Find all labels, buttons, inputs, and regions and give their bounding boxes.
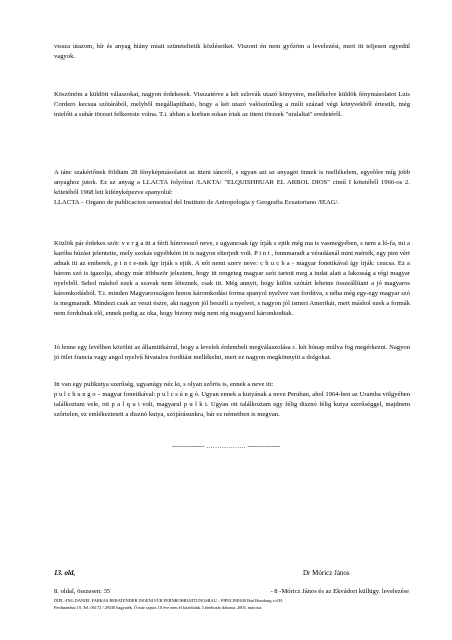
section-separator: --------------- ……………… --------------- bbox=[171, 443, 281, 450]
paragraph-text: p u l c h u n g o – magyar fonetikával: p u l c s ú n g ó. Ugyan ennek a kutyának a neve Peruban, ahol 1964-ben az Uramba völgyében találkoztam vele, ott p a l q u i volt, magyarul p u l k i. Ugyan ott találkoztam egy félig disznó félig kutya szerűséggel, majdnem szőrtelen, ez emlékeztetett a disznó kutya, szójárásunkra, bár ez németben is megvan. bbox=[54, 391, 410, 418]
paragraph-text: Itt van egy pulikutya szerűség, ugyanúgy néz ki, s olyan szőrös is, ennek a neve itt: bbox=[54, 381, 274, 388]
footer-small-line-1: DIPL.-ING DANIEL FARKAS BERATENDER INGENI FÜR FERNROHRLEITUNGSBAU – PIPELINE638 Bad Homburg v.d.H. bbox=[54, 598, 283, 603]
footer-small-line-2: Ferdinandstr.19, Tel. 06172 / 29330 hagyaték. Ó már sajnos 10 éve nem él közöttünk. Létrehozás dátuma: 2003. március bbox=[54, 605, 262, 610]
author-signature: Dr Móricz János bbox=[303, 569, 350, 577]
footer-page-count: 8. oldal, összesen: 35 bbox=[54, 588, 111, 595]
footer-title: - 8 -Móricz János és az Ekvádori küllügy. levelezése bbox=[270, 588, 409, 595]
paragraph-text: Jó lenne egy levélben közölni az államtitkárral, hogy a levelek érdembeli megválaszolása c. két hónap múlva fog megérkezni. Nagyon jó ötlet francia vagy angol nyelvű hivatalos fordítást mellékelni, mert ez nagyon megkönnyíti a dolgokat. bbox=[54, 344, 410, 361]
paragraph-text: vissza utazom, hír és anyag hiány miatt szüneteltetik közléseiket. Viszont én nem győzöm a levelezést, mert itt teljesen egyedül vagyok. bbox=[54, 43, 410, 60]
paragraph-text: Köszönöm a küldött válaszokat, nagyon érdekesek. Visszatérve a két szlovák utazó könyvére, mellékelve küldök fénymásolatot Luis Cordero kecsua szótárából, melyből megállapítható, hogy a két utazó valószínűleg a múlt század végi könyvekből értesült, még mielőtt a suhár törzset felkereste volna. T.i. abban a korban sokan írtak az itteni törzsek "uralaltai" eredetéről. bbox=[54, 91, 410, 118]
paragraph-text: Közlök pár érdekes szót: v e r g a itt a férfi hímvessző neve, s ugyancsak így írják s ejtik még ma is vasmegyében, s nem a ló-fa, mi a karóba húzást jelentette, mely szokás egyébként itt is nagyon elterjedt volt. P i n t , fennmaradt a véradásnál mint mérték, egy pint vért adnak itt az emberek, p i n t e-nek így írják s ejtik. A női nemi szerv neve: c h u c h a - magyar fonetikával így írják: csucsa. Ez a három szó is igazolja, ahogy már többször jeleztem, hogy itt rengeteg magyar szót tartott meg a tudat alatt a lakosság a régi magyar nyelvből. Sehol máshol ezek a szavak nem léteznek, csak itt. Még annyit, hogy külön szótárt lehetne összeállítani a jó magyaros káromkodásból. T.i. minden Magyarországon honos káromkodási forma spanyol nyelvre van fordítva, s néha még egy-egy magyar szó is megmaradt. Mindezt csak az veszi észre, aki nagyon jól beszéli a nyelvet, s nagyon jól ismeri Amerikát, mert máshol ezek a formák nem fordulnak elő, ennek pedig az oka, hogy bizony még nem rég magyarul káromkodtak. bbox=[54, 240, 410, 317]
paragraph-text: LLACTA – Organo de publicacion semestral del Instituto de Antropologia y Geografia Ecuatoriano /IEAG/. bbox=[54, 199, 340, 206]
page-number-note: 13. old, bbox=[54, 569, 76, 577]
paragraph-6 bbox=[54, 380, 410, 420]
paragraph-1 bbox=[54, 42, 410, 62]
paragraph-3 bbox=[54, 168, 410, 208]
paragraph-5 bbox=[54, 343, 410, 363]
paragraph-text: A tánc szakértőnek földtam 28 fényképmásolatot az itteni táncról, s ugyan azt az anyagot önnek is mellékelem, egyelőre míg jobb anyaghoz jutok. Ez az anyag a LLACTA folyóirat /LAKTA/ "ELQUISHHUAR EL ARBOL DIOS" cimű I kötetéből 1966-os 2. kötetéből 1968 lett kifényképezve spanyolul: bbox=[54, 169, 410, 196]
paragraph-2 bbox=[54, 90, 410, 120]
paragraph-4 bbox=[54, 239, 410, 319]
